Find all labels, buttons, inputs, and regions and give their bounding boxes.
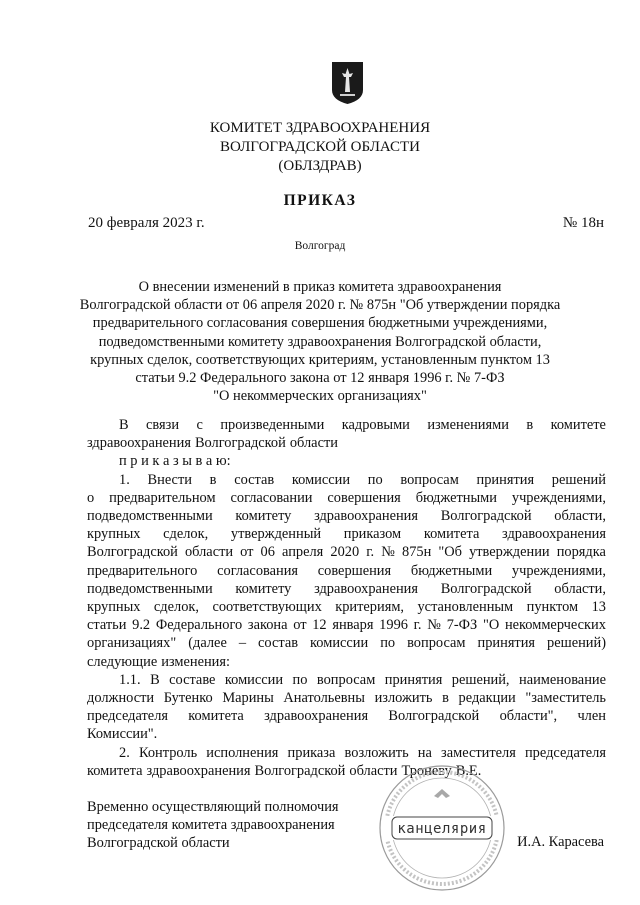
- order-body: [87, 416, 606, 780]
- subject-line: Волгоградской области от 06 апреля 2020 г. № 875н "Об утверждении порядка: [79, 297, 561, 314]
- body-line: Комиссии".: [87, 726, 158, 743]
- order-word: п р и к а з ы в а ю:: [119, 453, 231, 470]
- body-line: 1. Внести в состав комиссии по вопросам принятия решений: [119, 471, 606, 488]
- order-number: № 18н: [562, 215, 604, 231]
- body-line: следующие изменения:: [87, 653, 231, 670]
- body-line: о предварительном согласовании совершения бюджетными учреждениями,: [87, 489, 606, 506]
- subject-line: подведомственными комитету здравоохранения Волгоградской области,: [98, 333, 542, 350]
- body-line: предварительного согласования совершения бюджетными учреждениями,: [87, 562, 606, 579]
- body-line: крупных сделок, утвержденный приказом комитета здравоохранения: [87, 526, 606, 543]
- body-line: здравоохранения Волгоградской области: [87, 435, 338, 452]
- signatory-line: Волгоградской области: [87, 835, 230, 851]
- committee-line-3: (ОБЛЗДРАВ): [278, 158, 362, 174]
- committee-line-2: ВОЛГОГРАДСКОЙ ОБЛАСТИ: [220, 139, 420, 155]
- signatory-name: И.А. Карасева: [517, 834, 604, 850]
- body-line: комитета здравоохранения Волгоградской области Троневу В.Е.: [87, 762, 482, 779]
- order-subject: [60, 278, 580, 405]
- body-line: 2. Контроль исполнения приказа возложить на заместителя председателя: [119, 744, 606, 761]
- stamp-center-text: канцелярия: [397, 821, 487, 837]
- signatory-line: Временно осуществляющий полномочия: [87, 799, 339, 815]
- committee-header: [0, 119, 640, 176]
- body-line: подведомственными комитету здравоохранения Волгоградской области,: [87, 580, 606, 597]
- committee-line-1: КОМИТЕТ ЗДРАВООХРАНЕНИЯ: [209, 120, 431, 136]
- subject-line: "О некоммерческих организациях": [213, 388, 427, 405]
- body-line: крупных сделок, соответствующих критериям, установленным пунктом 13: [87, 599, 606, 616]
- coat-of-arms-icon: [330, 60, 365, 105]
- body-line: статьи 9.2 Федерального закона от 12 января 1996 г. № 7-ФЗ "О некоммерческих: [87, 617, 606, 634]
- body-line: подведомственными комитету здравоохранения Волгоградской области,: [87, 508, 606, 525]
- signatory-line: председателя комитета здравоохранения: [87, 817, 335, 833]
- order-date: 20 февраля 2023 г.: [88, 215, 205, 231]
- body-line: организациях" (далее – состав комиссии по вопросам принятия решений): [87, 635, 606, 652]
- order-city: Волгоград: [294, 240, 346, 252]
- order-title: ПРИКАЗ: [283, 192, 357, 209]
- body-line: должности Бутенко Марины Анатольевны изложить в редакции "заместитель: [87, 690, 606, 707]
- body-line: Волгоградской области от 06 апреля 2020 г. № 875н "Об утверждении порядка: [87, 544, 606, 561]
- body-line: председателя комитета здравоохранения Волгоградской области", член: [87, 708, 606, 725]
- subject-line: крупных сделок, соответствующих критериям, установленным пунктом 13: [90, 351, 550, 368]
- subject-line: О внесении изменений в приказ комитета здравоохранения: [138, 279, 502, 295]
- subject-line: статьи 9.2 Федерального закона от 12 января 1996 г. № 7-ФЗ: [135, 370, 505, 387]
- subject-line: предварительного согласования совершения бюджетными учреждениями,: [92, 315, 548, 332]
- office-stamp: [376, 762, 508, 894]
- body-line: В связи с произведенными кадровыми изменениями в комитете: [119, 417, 606, 433]
- body-line: 1.1. В составе комиссии по вопросам принятия решений, наименование: [119, 671, 606, 688]
- signatory-title: [87, 798, 339, 852]
